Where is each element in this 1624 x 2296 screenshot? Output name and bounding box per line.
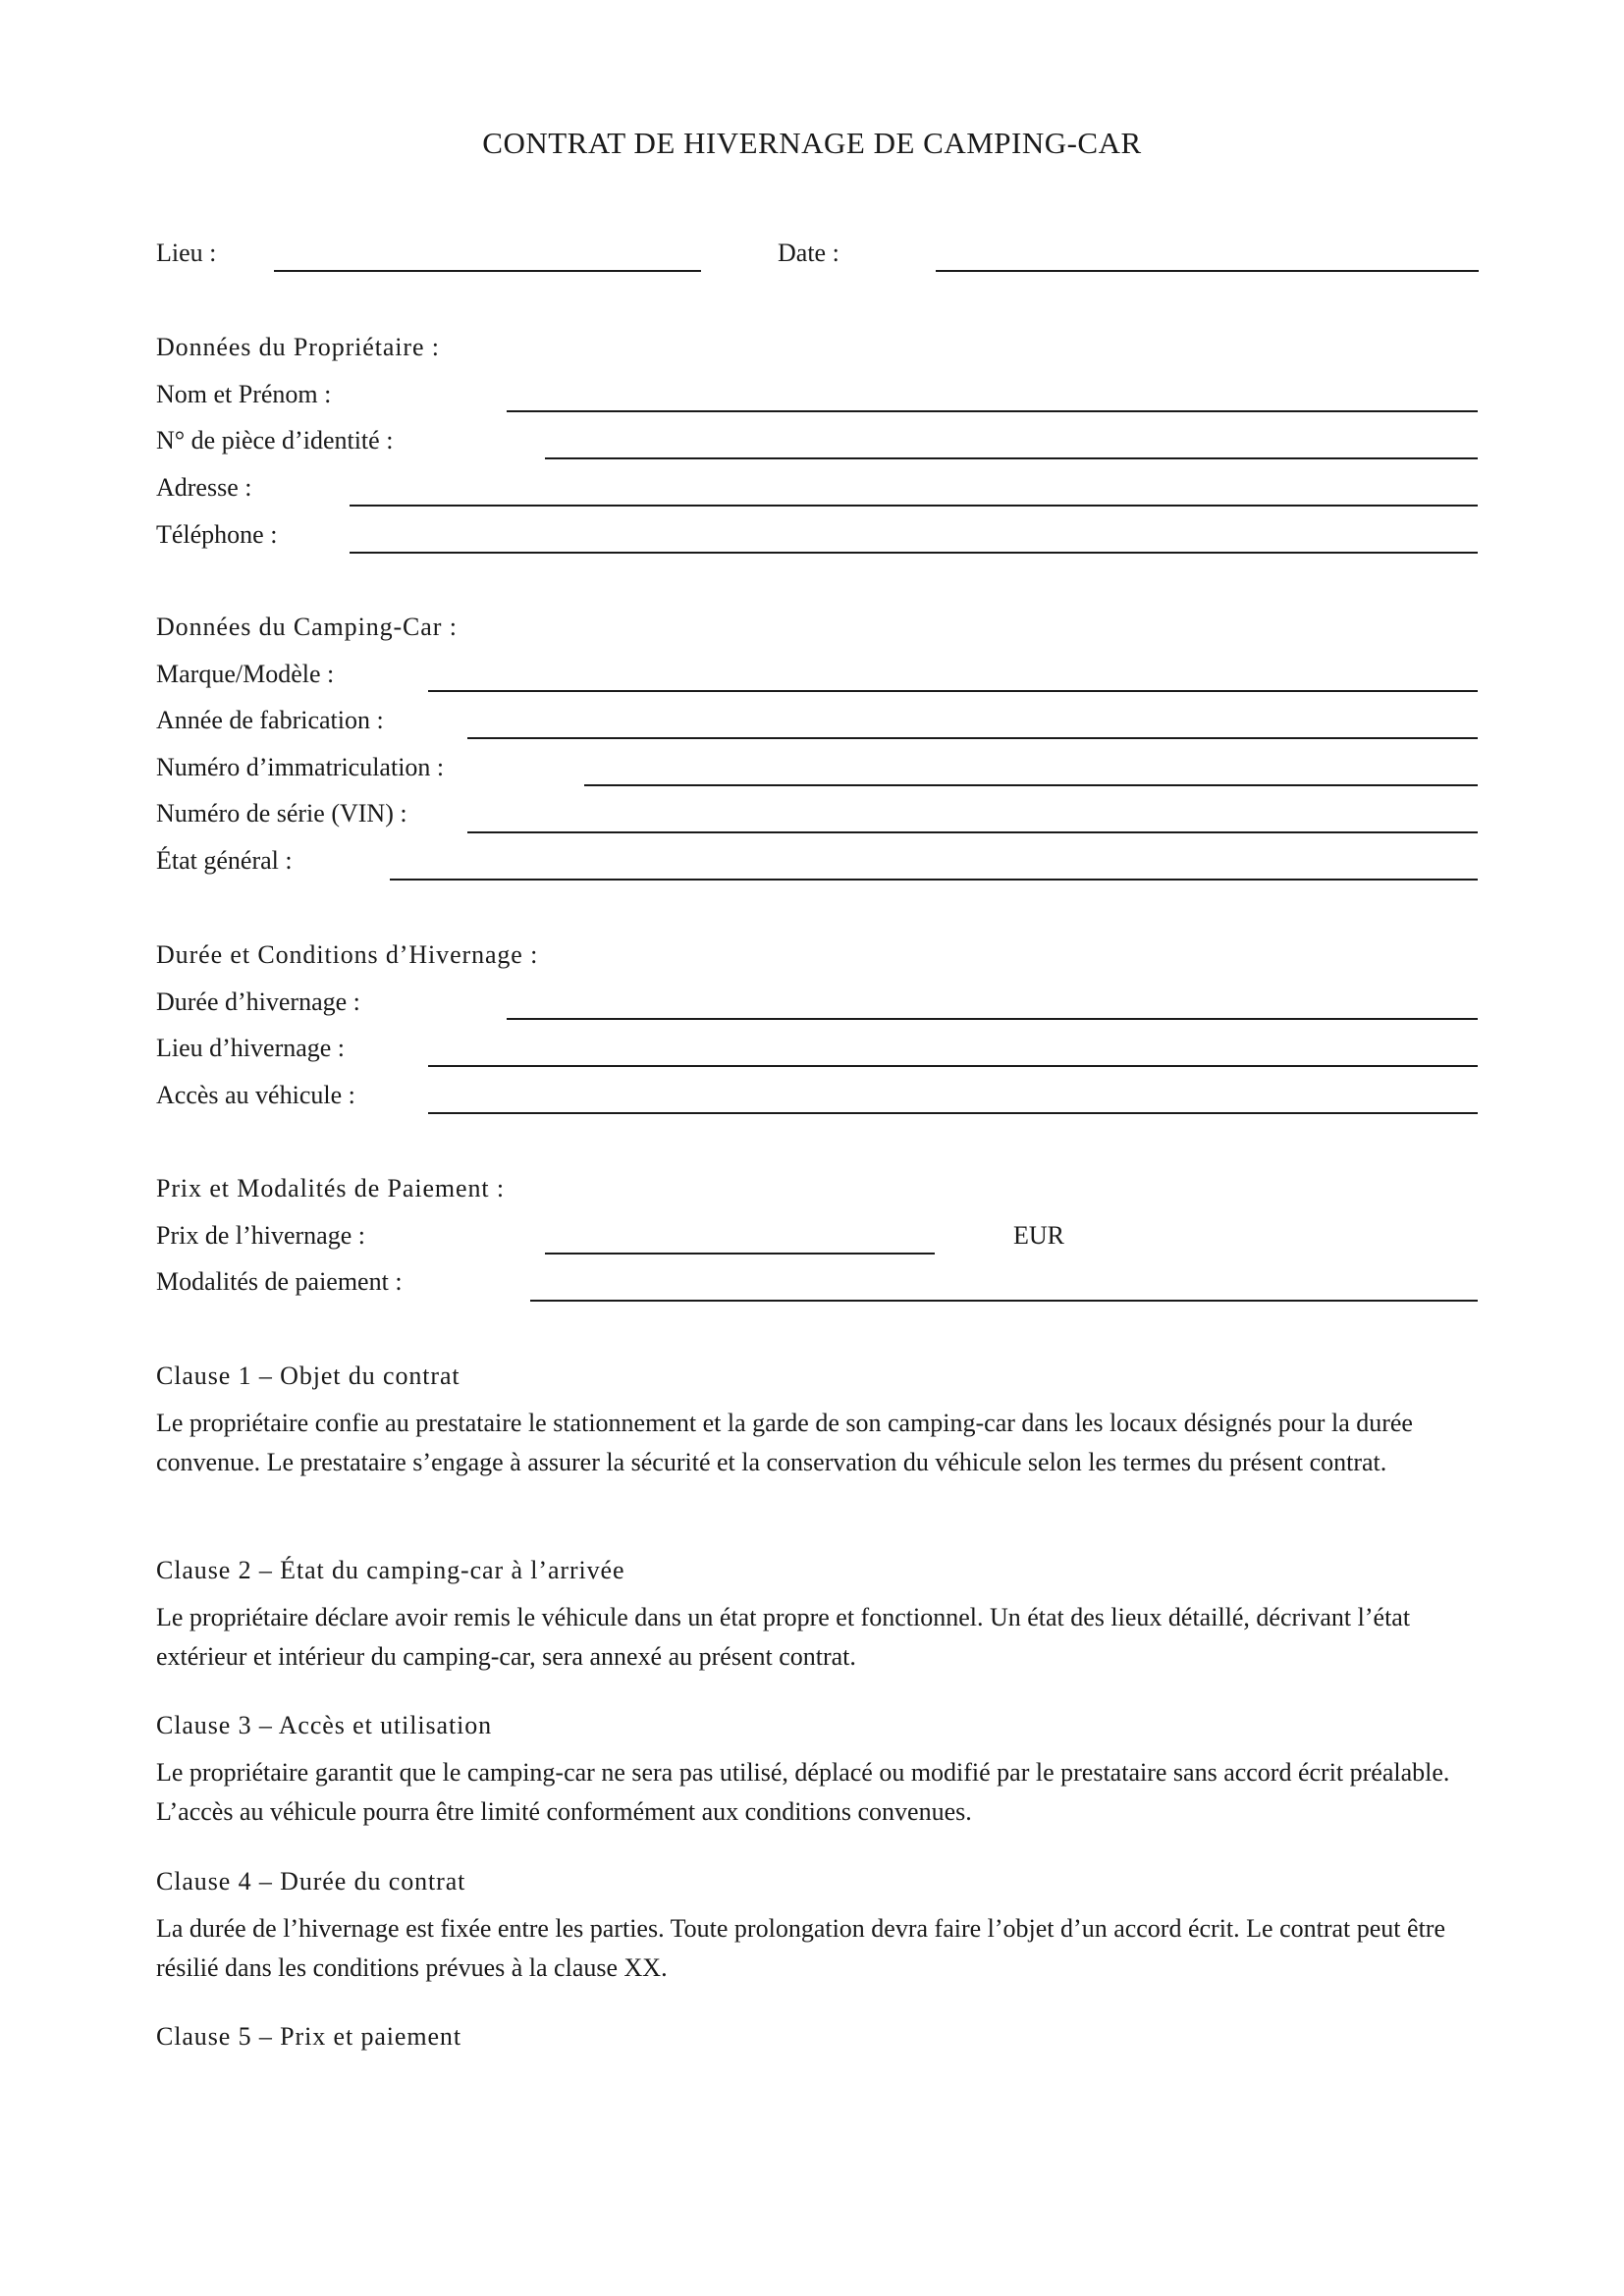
clause-4-title: Clause 4 – Durée du contrat — [156, 1867, 466, 1896]
clause-2-title: Clause 2 – État du camping-car à l’arrivée — [156, 1556, 625, 1584]
access-label: Accès au véhicule : — [156, 1081, 355, 1109]
vehicle-plate-label: Numéro d’immatriculation : — [156, 753, 445, 781]
date-field[interactable] — [936, 270, 1479, 272]
vehicle-year-label: Année de fabrication : — [156, 706, 384, 734]
clause-4-text: La durée de l’hivernage est fixée entre les parties. Toute prolongation devra faire l’objet d’un accord écrit. Le contrat peut être résilié dans les conditions prévues à la clause XX. — [156, 1914, 1445, 1982]
vehicle-condition-label: État général : — [156, 846, 293, 875]
vehicle-plate-field[interactable] — [584, 784, 1478, 786]
clause-3-text: Le propriétaire garantit que le camping-car ne sera pas utilisé, déplacé ou modifié par le prestataire sans accord écrit préalable. L’accès au véhicule pourra être limité conformément aux conditions convenues. — [156, 1758, 1450, 1826]
duration-label: Durée d’hivernage : — [156, 988, 360, 1016]
vehicle-condition-field[interactable] — [390, 879, 1478, 881]
clause-3-title: Clause 3 – Accès et utilisation — [156, 1711, 493, 1739]
price-heading: Prix et Modalités de Paiement : — [156, 1174, 506, 1202]
clause-2-text: Le propriétaire déclare avoir remis le véhicule dans un état propre et fonctionnel. Un état des lieux détaillé, décrivant l’état extérieur et intérieur du camping-car, sera annexé au présent contrat. — [156, 1603, 1411, 1671]
owner-phone-label: Téléphone : — [156, 520, 278, 549]
payment-terms-label: Modalités de paiement : — [156, 1267, 403, 1296]
owner-heading: Données du Propriétaire : — [156, 333, 440, 361]
price-label: Prix de l’hivernage : — [156, 1221, 365, 1250]
vehicle-brand-field[interactable] — [428, 690, 1478, 692]
clause-5-title: Clause 5 – Prix et paiement — [156, 2022, 461, 2051]
owner-id-field[interactable] — [545, 457, 1478, 459]
vehicle-vin-label: Numéro de série (VIN) : — [156, 799, 407, 828]
vehicle-vin-field[interactable] — [467, 831, 1478, 833]
place-label: Lieu d’hivernage : — [156, 1034, 346, 1062]
clause-1-text: Le propriétaire confie au prestataire le stationnement et la garde de son camping-car dans les locaux désignés pour la durée convenue. Le prestataire s’engage à assurer la sécurité et la conservation du véhicule selon les termes du présent contrat. — [156, 1409, 1413, 1476]
document-title: CONTRAT DE HIVERNAGE DE CAMPING-CAR — [482, 126, 1142, 160]
lieu-label: Lieu : — [156, 239, 217, 267]
currency-label: EUR — [1013, 1221, 1064, 1250]
clause-1-title: Clause 1 – Objet du contrat — [156, 1362, 460, 1390]
owner-address-label: Adresse : — [156, 473, 252, 502]
lieu-field[interactable] — [274, 270, 701, 272]
payment-terms-field[interactable] — [530, 1300, 1478, 1302]
date-label: Date : — [778, 239, 839, 267]
owner-phone-field[interactable] — [350, 552, 1478, 554]
owner-address-field[interactable] — [350, 505, 1478, 507]
vehicle-brand-label: Marque/Modèle : — [156, 660, 335, 688]
access-field[interactable] — [428, 1112, 1478, 1114]
price-field[interactable] — [545, 1253, 935, 1255]
vehicle-year-field[interactable] — [467, 737, 1478, 739]
owner-id-label: N° de pièce d’identité : — [156, 426, 394, 454]
owner-name-field[interactable] — [507, 410, 1478, 412]
owner-name-label: Nom et Prénom : — [156, 380, 332, 408]
vehicle-heading: Données du Camping-Car : — [156, 613, 458, 641]
duration-field[interactable] — [507, 1018, 1478, 1020]
duration-heading: Durée et Conditions d’Hivernage : — [156, 940, 539, 969]
place-field[interactable] — [428, 1065, 1478, 1067]
